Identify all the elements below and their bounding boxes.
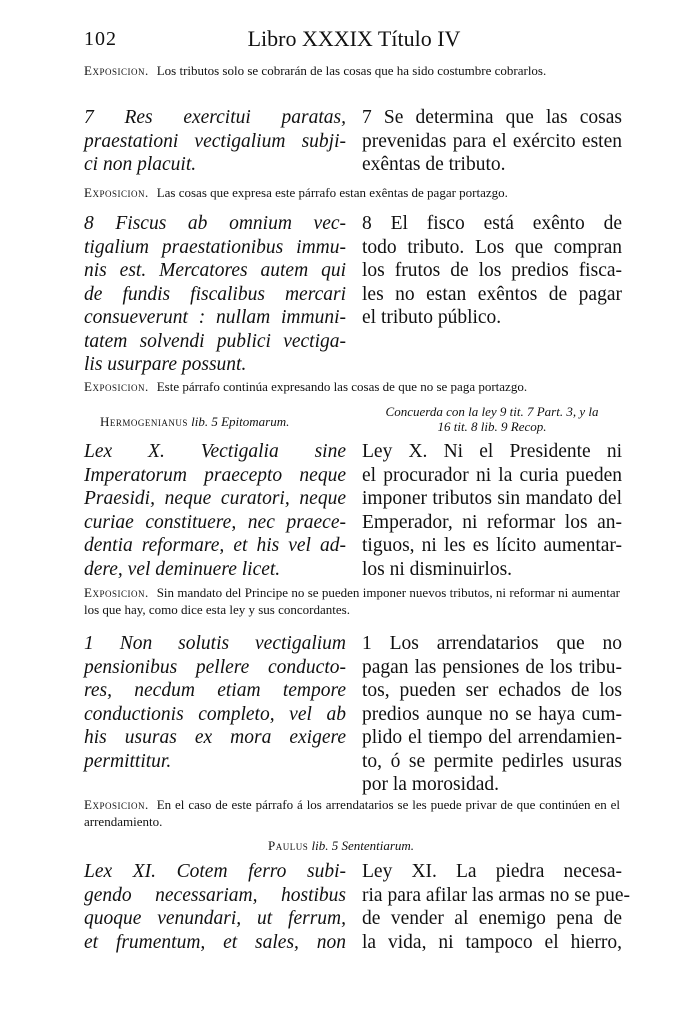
source-paulus — [0, 838, 682, 853]
latin-line: et frumentum, et sales, non — [84, 931, 346, 953]
spanish-line: predios aunque no se haya cum- — [362, 703, 622, 725]
latin-line: ci non placuit. — [84, 154, 197, 175]
spanish-line: plido el tiempo del arrendamien- — [362, 727, 622, 748]
spanish-ley-11 — [362, 860, 630, 954]
spanish-line: Emperador, ni reformar los an- — [362, 511, 622, 533]
spanish-paragraph-7 — [362, 106, 622, 177]
spanish-line: Ley X. Ni el Presidente ni — [362, 441, 622, 462]
spanish-line: ria para afilar las armas no se pue- — [362, 884, 630, 906]
latin-lex-10 — [84, 440, 346, 581]
latin-lex-11 — [84, 860, 346, 954]
page-header — [84, 24, 624, 58]
spanish-line: la vida, ni tampoco el hierro, — [362, 931, 622, 953]
exposition-text: Las cosas que expresa este párrafo estan exêntas de pagar portazgo. — [156, 185, 508, 200]
spanish-line: los frutos de los predios fisca- — [362, 260, 622, 281]
latin-line: conductionis completo, vel ab — [84, 703, 346, 725]
source-reference: lib. 5 Epitomarum. — [191, 414, 290, 429]
spanish-paragraph-8 — [362, 212, 622, 330]
concordance-note — [362, 404, 622, 434]
latin-lex-10-paragraph-1 — [84, 632, 346, 773]
spanish-line: prevenidas para el exército esten — [362, 130, 622, 152]
exposition-label: Exposicion. — [84, 585, 149, 600]
spanish-line: pagan las pensiones de los tribu- — [362, 656, 622, 678]
exposition-text: Sin mandato del Principe no se pueden imponer nuevos tributos, ni reformar ni aumentar los que hay, como dice esta ley y sus concordantes. — [84, 585, 620, 617]
exposition-text: Este párrafo continúa expresando las cosas de que no se paga portazgo. — [156, 379, 528, 394]
latin-line: Lex X. Vectigalia sine — [84, 441, 346, 462]
latin-paragraph-8 — [84, 212, 346, 377]
latin-line: pensionibus pellere conducto- — [84, 656, 346, 678]
latin-line: Praesidi, neque curatori, neque — [84, 488, 346, 509]
spanish-line: Ley XI. La piedra necesa- — [362, 861, 622, 882]
spanish-line: to, ó se permite pedirles usuras — [362, 750, 622, 772]
concordance-line: 16 tit. 8 lib. 9 Recop. — [437, 419, 547, 434]
source-reference: lib. 5 Sententiarum. — [311, 838, 415, 853]
latin-line: dere, vel deminuere licet. — [84, 558, 281, 580]
latin-line: 7 Res exercitui paratas, — [84, 107, 346, 128]
spanish-line: les no estan exêntos de pagar — [362, 283, 622, 305]
latin-line: Lex XI. Cotem ferro subi- — [84, 861, 346, 882]
spanish-line: por la morosidad. — [362, 774, 500, 795]
latin-line: permittitur. — [84, 750, 172, 772]
latin-line: nis est. Mercatores autem qui — [84, 260, 346, 281]
exposition-text: Los tributos solo se cobrarán de las cosas que ha sido costumbre cobrarlos. — [156, 63, 547, 78]
spanish-line: 1 Los arrendatarios que no — [362, 633, 622, 654]
exposition-label: Exposicion. — [84, 185, 149, 200]
concordance-line: Concuerda con la ley 9 tit. 7 Part. 3, y la — [385, 404, 599, 419]
spanish-line: el tributo público. — [362, 307, 502, 328]
latin-line: gendo necessariam, hostibus — [84, 884, 346, 906]
spanish-line: tos, pueden ser echados de los — [362, 680, 622, 701]
latin-line: tatem solvendi publici vectiga- — [84, 330, 346, 352]
spanish-line: exêntas de tributo. — [362, 154, 506, 175]
source-hermogenianus — [100, 414, 289, 429]
exposition-1 — [84, 62, 620, 79]
latin-line: 8 Fiscus ab omnium vec- — [84, 213, 346, 234]
latin-line: his usuras ex mora exigere — [84, 727, 346, 748]
latin-line: dentia reformare, et his vel ad- — [84, 535, 346, 556]
exposition-label: Exposicion. — [84, 63, 149, 78]
latin-line: res, necdum etiam tempore — [84, 680, 346, 701]
spanish-line: 7 Se determina que las cosas — [362, 107, 622, 128]
page-number: 102 — [84, 28, 117, 50]
spanish-line: de vender al enemigo pena de — [362, 908, 622, 929]
latin-line: praestationi vectigalium subji- — [84, 130, 346, 152]
latin-line: Imperatorum praecepto neque — [84, 464, 346, 486]
latin-line: lis usurpare possunt. — [84, 354, 247, 375]
latin-line: curiae constituere, nec praece- — [84, 511, 346, 533]
exposition-5 — [84, 796, 620, 830]
spanish-line: todo tributo. Los que compran — [362, 236, 622, 258]
latin-line: quoque venundari, ut ferrum, — [84, 908, 346, 929]
latin-line: 1 Non solutis vectigalium — [84, 633, 346, 654]
exposition-text: En el caso de este párrafo á los arrendatarios se les puede privar de que continúen en el arrendamiento. — [84, 797, 620, 829]
source-author: Hermogenianus — [100, 414, 188, 429]
spanish-ley-10 — [362, 440, 622, 581]
exposition-2 — [84, 184, 620, 201]
spanish-line: los ni disminuirlos. — [362, 558, 513, 580]
latin-line: tigalium praestationibus immu- — [84, 236, 346, 258]
spanish-line: el procurador ni la curia pueden — [362, 464, 622, 486]
exposition-label: Exposicion. — [84, 379, 149, 394]
source-author: Paulus — [267, 838, 309, 853]
spanish-line: imponer tributos sin mandato del — [362, 488, 622, 509]
exposition-label: Exposicion. — [84, 797, 149, 812]
exposition-4 — [84, 584, 620, 618]
spanish-line: tiguos, ni les es lícito aumentar- — [362, 535, 622, 556]
latin-paragraph-7 — [84, 106, 346, 177]
latin-line: consueverunt : nullam immuni- — [84, 307, 346, 328]
spanish-ley-10-paragraph-1 — [362, 632, 622, 797]
spanish-line: 8 El fisco está exênto de — [362, 213, 622, 234]
running-title: Libro XXXIX Título IV — [247, 26, 461, 51]
exposition-3 — [84, 378, 620, 395]
latin-line: de fundis fiscalibus mercari — [84, 283, 346, 305]
